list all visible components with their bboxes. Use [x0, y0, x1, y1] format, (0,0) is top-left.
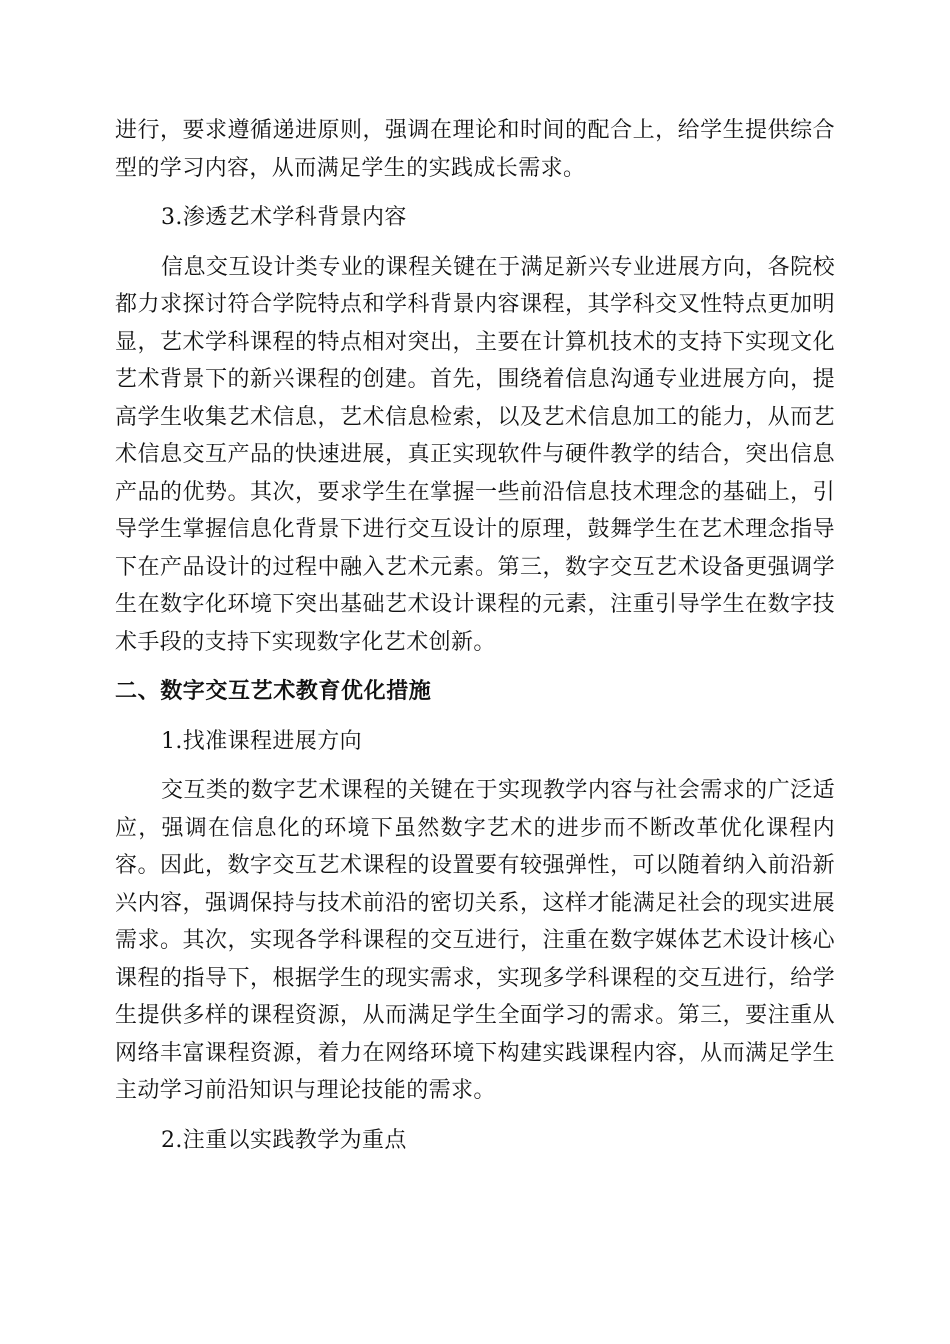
subheading-2: 2.注重以实践教学为重点 — [161, 1127, 407, 1153]
subheading-3: 3.渗透艺术学科背景内容 — [161, 205, 407, 230]
subheading-1: 1.找准课程进展方向 — [161, 728, 362, 754]
section-heading-2: 二、数字交互艺术教育优化措施 — [115, 679, 432, 704]
document-page — [115, 112, 835, 1159]
paragraph-course-direction: 交互类的数字艺术课程的关键在于实现教学内容与社会需求的广泛适应，强调在信息化的环境下虽然数字艺术的进步而不断改革优化课程内容。因此，数字交互艺术课程的设置要有较强弹性，可以随着纳入前沿新兴内容，强调保持与技术前沿的密切关系，这样才能满足社会的现实进展需求。其次，实现各学科课程的交互进行，注重在数字媒体艺术设计核心课程的指导下，根据学生的现实需求，实现多学科课程的交互进行，给学生提供多样的课程资源，从而满足学生全面学习的需求。第三，要注重从网络丰富课程资源，着力在网络环境下构建实践课程内容，从而满足学生主动学习前沿知识与理论技能的需求。 — [115, 778, 835, 1103]
paragraph-art-background: 信息交互设计类专业的课程关键在于满足新兴专业进展方向，各院校都力求探讨符合学院特点和学科背景内容课程，其学科交叉性特点更加明显，艺术学科课程的特点相对突出，主要在计算机技术的支持下实现文化艺术背景下的新兴课程的创建。首先，围绕着信息沟通专业进展方向，提高学生收集艺术信息，艺术信息检索，以及艺术信息加工的能力，从而艺术信息交互产品的快速进展，真正实现软件与硬件教学的结合，突出信息产品的优势。其次，要求学生在掌握一些前沿信息技术理念的基础上，引导学生掌握信息化背景下进行交互设计的原理，鼓舞学生在艺术理念指导下在产品设计的过程中融入艺术元素。第三，数字交互艺术设备更强调学生在数字化环境下突出基础艺术设计课程的元素，注重引导学生在数字技术手段的支持下实现数字化艺术创新。 — [115, 254, 835, 655]
paragraph-continuation: 进行，要求遵循递进原则，强调在理论和时间的配合上，给学生提供综合型的学习内容，从而满足学生的实践成长需求。 — [115, 118, 835, 181]
